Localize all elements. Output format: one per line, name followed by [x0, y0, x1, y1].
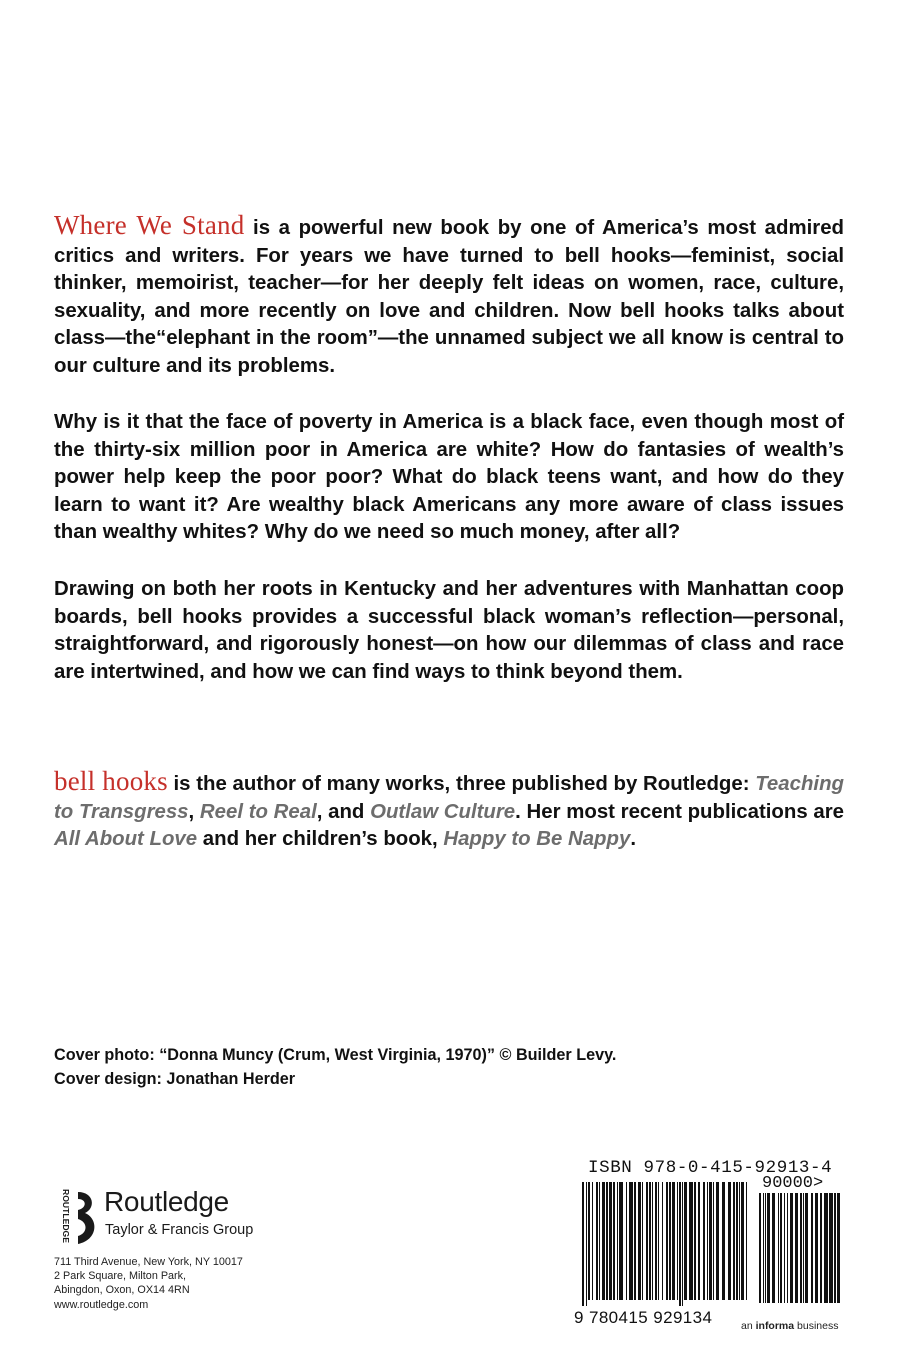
barcode-bar [677, 1182, 678, 1300]
barcode-bar [586, 1182, 587, 1306]
barcode-bar [669, 1182, 671, 1300]
barcode-bar [638, 1182, 641, 1300]
barcode-bar [626, 1182, 627, 1300]
barcode-bar [655, 1182, 657, 1300]
barcode-bar [716, 1182, 719, 1300]
barcode-bar [646, 1182, 648, 1300]
barcode-bar [772, 1193, 775, 1303]
barcode-bar [682, 1182, 683, 1306]
barcode-bar [602, 1182, 605, 1300]
barcode-bar [803, 1193, 804, 1303]
barcode-bar [672, 1182, 675, 1300]
barcode-price-code: 90000> [762, 1174, 824, 1193]
barcode-bar [811, 1193, 813, 1303]
cover-design-credit: Cover design: Jonathan Herder [54, 1070, 296, 1088]
barcode-bar [679, 1182, 681, 1306]
publisher-website: www.routledge.com [54, 1298, 149, 1311]
address-line: Abingdon, Oxon, OX14 4RN [54, 1284, 190, 1297]
barcode-bar [800, 1193, 802, 1303]
author-bio-text-3: and her children’s book, [197, 828, 444, 851]
barcode-bar [684, 1182, 687, 1300]
barcode-bar [619, 1182, 623, 1300]
barcode-bar [652, 1182, 653, 1300]
author-bio-text-2: . Her most recent publications are [515, 800, 844, 823]
author-bio-end: . [630, 828, 636, 851]
logo-glyph [78, 1192, 94, 1244]
publisher-address [54, 1255, 243, 1312]
barcode-bar [741, 1182, 744, 1300]
barcode-bar [834, 1193, 836, 1303]
barcode-bar [784, 1193, 785, 1303]
barcode-bar [824, 1193, 828, 1303]
barcode-bar [780, 1193, 782, 1303]
barcode-bar [733, 1182, 735, 1300]
book-title-outlaw-culture: Outlaw Culture [370, 800, 516, 823]
blurb-paragraph-2: Why is it that the face of poverty in America is a black face, even though most of the thirty-six million poor in America are white? How do fantasies of wealth’s power help keep the poor poor? What do black teens want, and how do they learn to want it? Are wealthy black Americans any more aware of class issues than wealthy whites? Why do we need so much money, after all? [54, 411, 844, 544]
barcode-digits: 9 780415 929134 [574, 1308, 713, 1327]
barcode-bar [829, 1193, 833, 1303]
barcode-bar [642, 1182, 643, 1300]
book-title-all-about-love: All About Love [54, 828, 198, 851]
barcode-bar [795, 1193, 798, 1303]
barcode-bar [666, 1182, 668, 1300]
informa-prefix: an [741, 1320, 756, 1332]
barcode-bar [787, 1193, 788, 1303]
barcode-bar [820, 1193, 822, 1303]
barcode-bar [582, 1182, 584, 1306]
barcode-bar [790, 1193, 793, 1303]
author-bio-sep-1: , [188, 800, 200, 823]
address-line: 2 Park Square, Milton Park, [54, 1270, 187, 1283]
author-name-lead: bell hooks [54, 766, 168, 796]
barcode-bar [778, 1193, 779, 1303]
blurb-text-1: is a powerful new book by one of America’s most admired critics and writers. For years we have turned to bell hooks—feminist, social thinker, memoirist, teacher—for her deeply felt ideas on women, race, culture, sexuality, and more recently on love and children. Now bell hooks talks about class—the“elephant in the room”—the unnamed subject we all know is central to our culture and its problems. [54, 217, 844, 377]
barcode-bar [713, 1182, 714, 1300]
barcode-bar [767, 1193, 770, 1303]
informa-suffix: business [794, 1320, 839, 1332]
book-title-lead: Where We Stand [54, 210, 245, 240]
barcode-bar [709, 1182, 712, 1300]
barcode-bar [634, 1182, 636, 1300]
author-bio-text-1: is the author of many works, three published by Routledge: [167, 773, 756, 795]
addon-barcode-bars [759, 1193, 840, 1303]
barcode-bar [805, 1193, 808, 1303]
barcode-bar [765, 1193, 766, 1303]
isbn-barcode [582, 1182, 750, 1310]
barcode-bar [837, 1193, 840, 1303]
logo-vertical-wordmark: ROUTLEDGE [61, 1189, 71, 1243]
barcode-bar [703, 1182, 705, 1300]
isbn-label: ISBN 978-0-415-92913-4 [588, 1158, 833, 1178]
barcode-bar [609, 1182, 612, 1300]
blurb-paragraph-3: Drawing on both her roots in Kentucky and her adventures with Manhattan coop boards, bell hooks provides a successful black woman’s reflection—personal, straightforward, and rigorously honest—on how our dilemmas of class and race are intertwined, and how we can find ways to think beyond them. [54, 578, 844, 683]
barcode-bar [707, 1182, 708, 1300]
author-bio-sep-2: , and [316, 800, 371, 823]
barcode-bar [658, 1182, 659, 1300]
barcode-bar [606, 1182, 608, 1300]
book-title-reel-to-real: Reel to Real [199, 800, 317, 823]
barcode-bar [698, 1182, 700, 1300]
barcode-bar [759, 1193, 761, 1303]
barcode-bar [689, 1182, 693, 1300]
barcode-bar [592, 1182, 593, 1300]
barcode-bars [582, 1182, 747, 1306]
barcode-bar [739, 1182, 740, 1300]
barcode-bar [662, 1182, 663, 1300]
cover-photo-credit: Cover photo: “Donna Muncy (Crum, West Virginia, 1970)” © Builder Levy. [54, 1046, 617, 1064]
barcode-bar [722, 1182, 725, 1300]
barcode-bar [746, 1182, 747, 1300]
barcode-bar [617, 1182, 618, 1300]
barcode-bar [649, 1182, 651, 1300]
barcode-bar [736, 1182, 738, 1300]
informa-business-tag [741, 1320, 838, 1332]
barcode-bar [728, 1182, 731, 1300]
cover-credits [54, 1043, 616, 1091]
barcode-bar [613, 1182, 615, 1300]
routledge-logo-icon [54, 1186, 110, 1248]
book-title-happy-to-be-nappy: Happy to Be Nappy [443, 828, 631, 851]
barcode-bar [588, 1182, 590, 1300]
address-line: 711 Third Avenue, New York, NY 10017 [54, 1256, 243, 1268]
informa-wordmark: informa [755, 1320, 795, 1332]
barcode-bar [815, 1193, 818, 1303]
price-addon-barcode [759, 1193, 845, 1307]
barcode-bar [599, 1182, 600, 1300]
publisher-name: Routledge [104, 1186, 229, 1217]
blurb-paragraph-1 [54, 212, 844, 381]
barcode-bar [763, 1193, 764, 1303]
barcode-bar [629, 1182, 633, 1300]
book-title-teaching-to-transgress: Teaching to Transgress [54, 773, 844, 823]
barcode-bar [596, 1182, 598, 1300]
publisher-group: Taylor & Francis Group [105, 1222, 254, 1238]
barcode-bar [694, 1182, 696, 1300]
author-bio [54, 768, 844, 854]
